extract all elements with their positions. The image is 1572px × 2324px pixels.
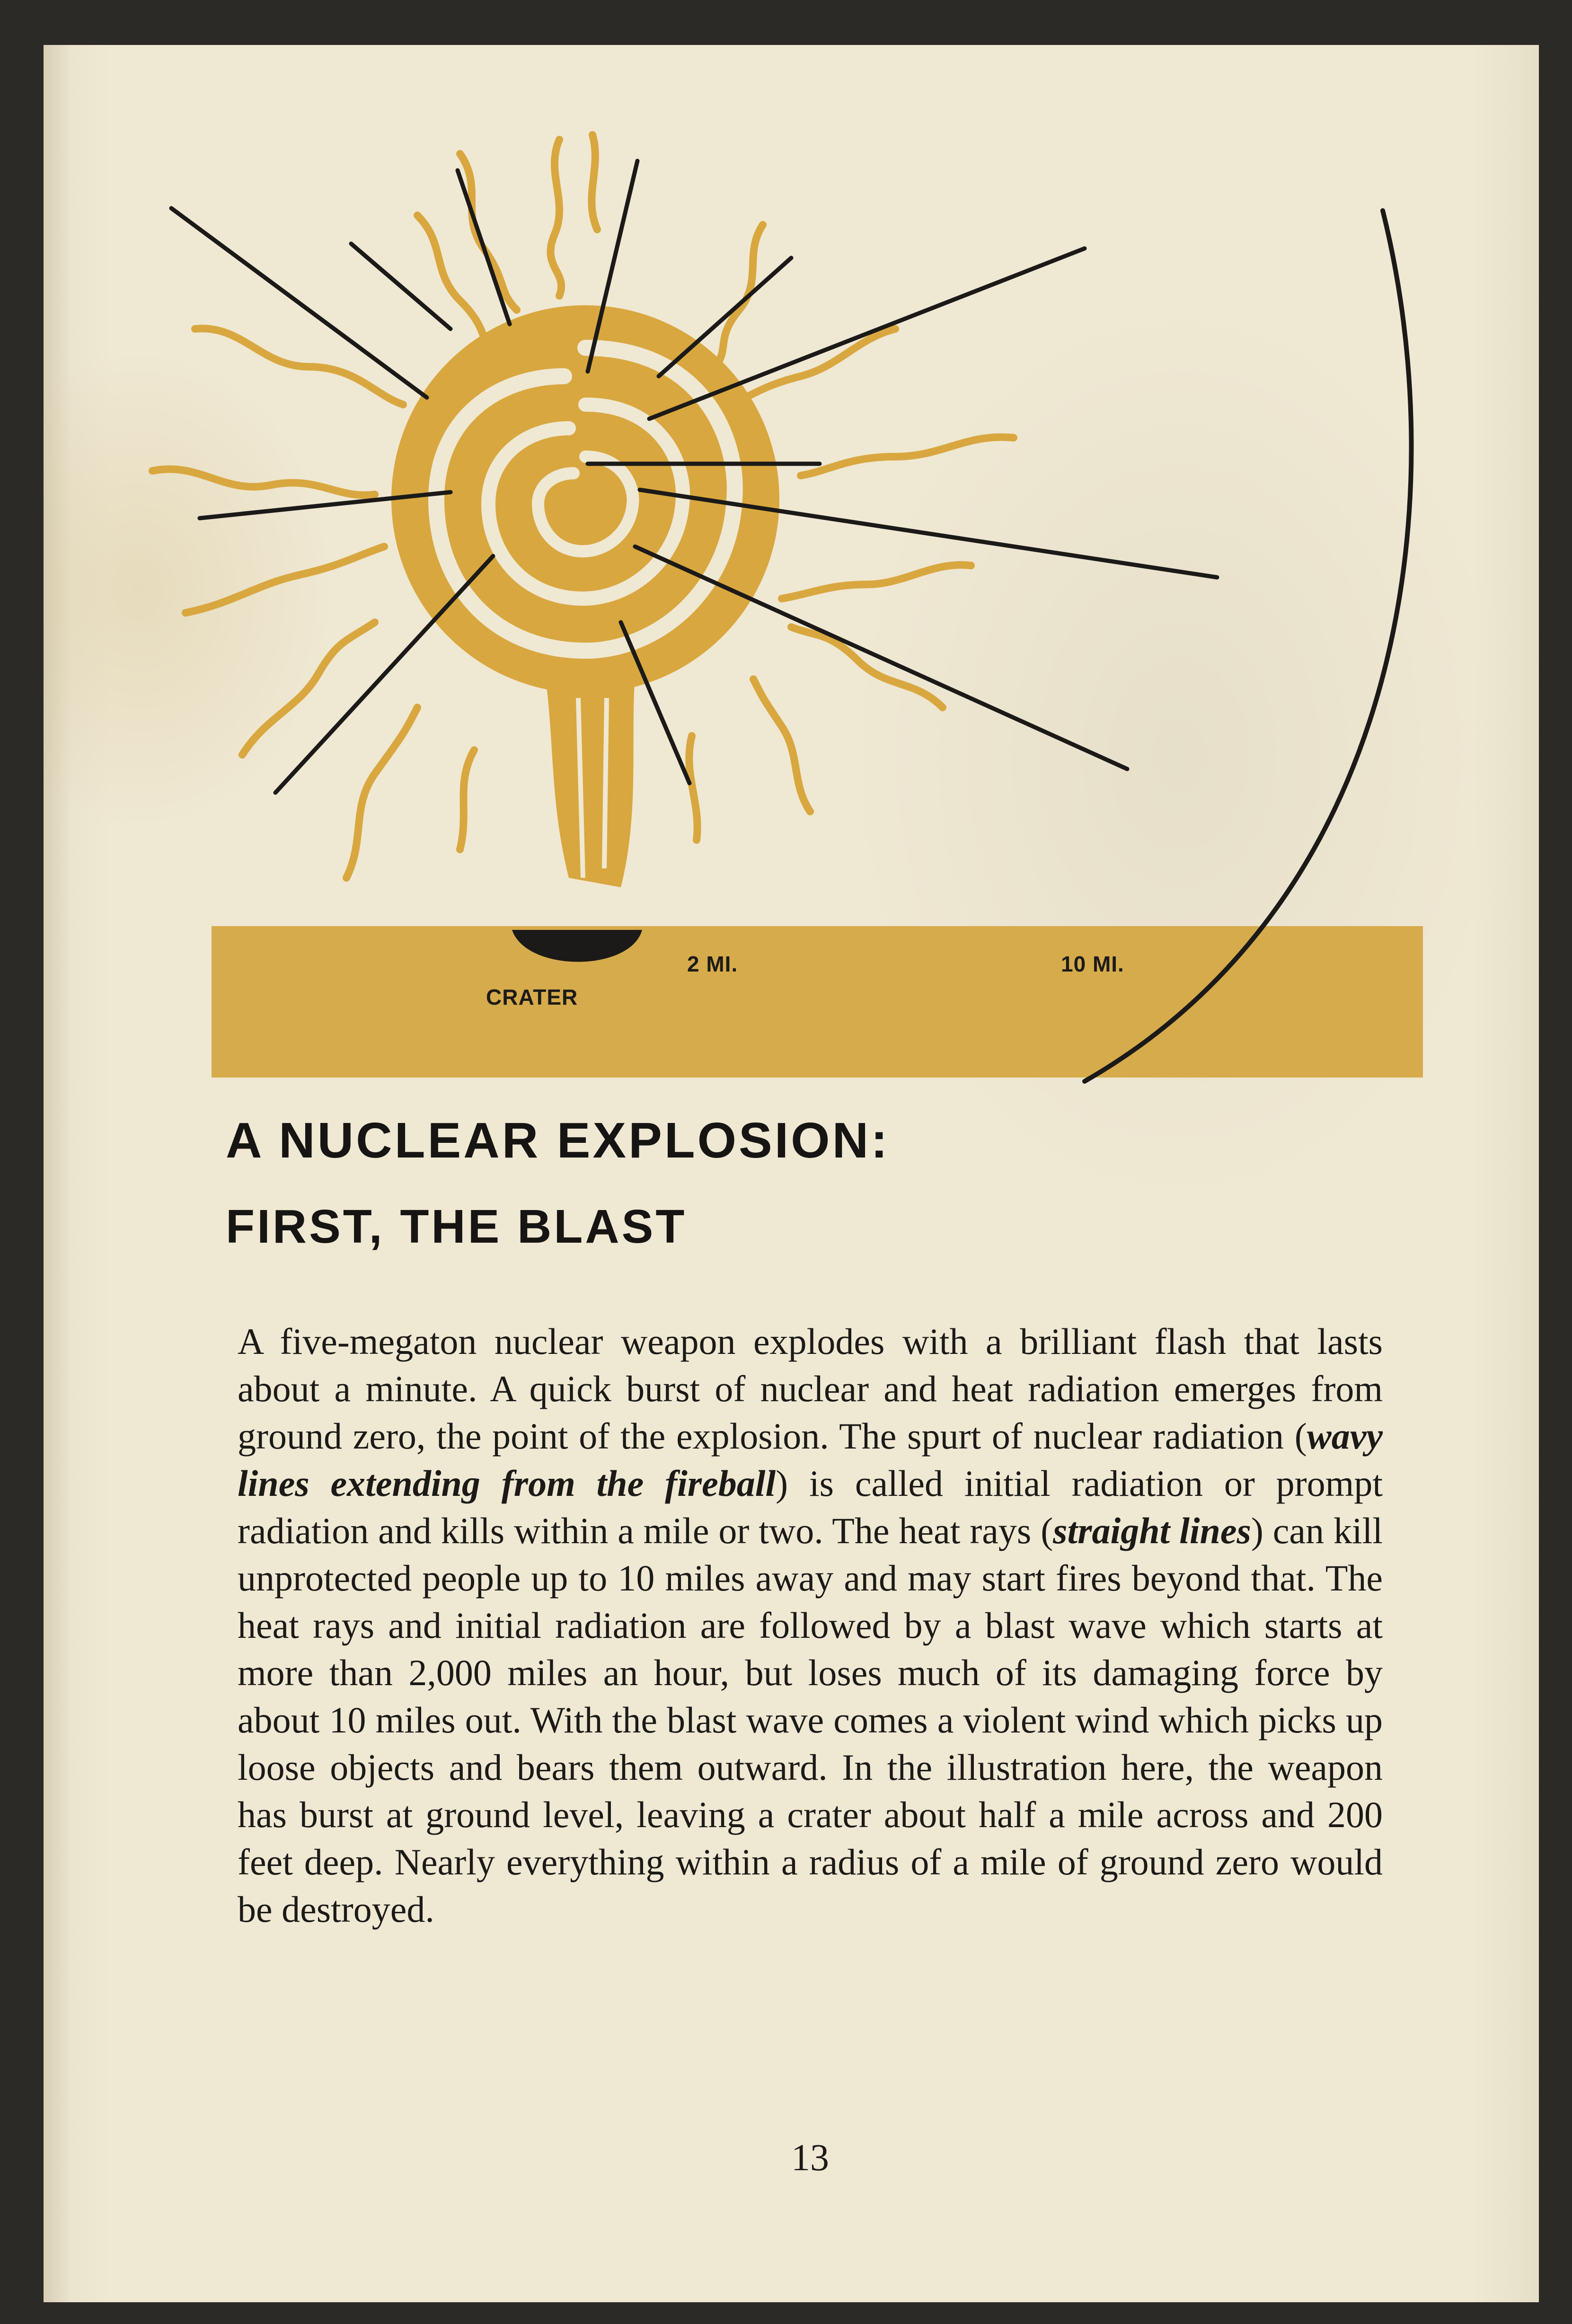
explosion-illustration [44,45,1539,1133]
body-text-part-2: ) is called initial radiation or prompt radiation and kills within a mile or two. The heat rays ( [238,1463,1383,1551]
booklet-page [44,45,1539,2302]
ten-mile-label: 10 MI. [1061,952,1124,976]
page-number: 13 [791,2137,829,2179]
ground-band [212,926,1423,1078]
body-italic-straight-lines: straight lines [1053,1510,1251,1551]
heading-line-2: FIRST, THE BLAST [226,1200,687,1253]
body-text-part-3: ) can kill unprotected people up to 10 miles away and may start fires beyond that. The heat rays and initial radiation are followed by a blast wave which starts at more than 2,000 miles an hour, but loses much of its damaging force by about 10 miles out. With the blast wave comes a violent wind which picks up loose objects and bears them outward. In the illustration here, the weapon has burst at ground level, leaving a crater about half a mile across and 200 feet deep. Nearly everything within a radius of a mile of ground zero would be destroyed. [238,1510,1383,1930]
body-paragraph [238,1318,1383,1933]
two-mile-label: 2 MI. [687,952,738,976]
body-italic-wavy-lines: wavy lines extending from the fireball [238,1415,1383,1504]
crater-label: CRATER [486,985,578,1009]
body-text-part-1: A five-megaton nuclear weapon explodes with a brilliant flash that lasts about a minute. A quick burst of nuclear and heat radiation emerges from ground zero, the point of the explosion. The spurt of nuclear radiation ( [238,1321,1383,1457]
explosion-drawing [44,45,1539,1133]
heading-line-1: A NUCLEAR EXPLOSION: [226,1113,890,1168]
